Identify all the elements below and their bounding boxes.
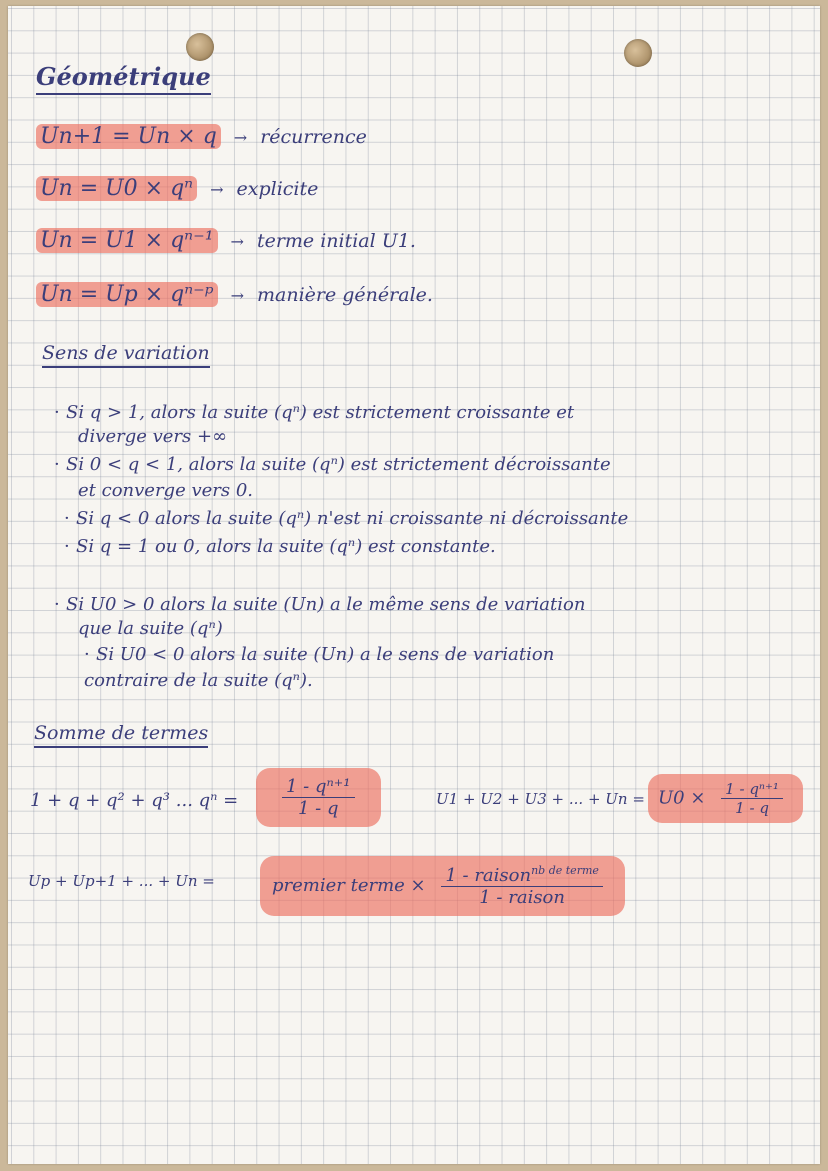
bullet: · [64, 508, 70, 529]
bullet: · [54, 594, 60, 615]
formula-expr: Un = Up × qⁿ⁻ᵖ [36, 282, 218, 307]
page-title: Géométrique [36, 62, 211, 95]
formula-explicite [36, 176, 318, 201]
fraction-denominator: 1 - q [298, 798, 339, 819]
somme-left-expr: 1 + q + q² + q³ ... qⁿ = [30, 790, 239, 811]
somme-right-expr: U1 + U2 + U3 + ... + Un = [436, 790, 645, 808]
sens-line-2: diverge vers +∞ [78, 426, 228, 447]
somme-right-result [648, 774, 803, 823]
section-heading-sens: Sens de variation [42, 342, 210, 368]
formula-expr: Un+1 = Un × q [36, 124, 221, 149]
sens-line-5: Si q < 0 alors la suite (qⁿ) n'est ni croissante ni décroissante [76, 508, 629, 529]
sens2-line-1: Si U0 > 0 alors la suite (Un) a le même sens de variation [66, 594, 586, 615]
somme-general-factor: premier terme × [272, 875, 426, 896]
sens2-line-2: que la suite (qⁿ) [78, 618, 223, 639]
formula-label: récurrence [260, 126, 367, 148]
formula-label: explicite [236, 178, 319, 200]
arrow-icon: → [210, 180, 224, 199]
formula-label: manière générale. [257, 284, 433, 306]
sens-line-1: Si q > 1, alors la suite (qⁿ) est strictement croissante et [66, 402, 575, 423]
punch-hole-right [624, 39, 652, 67]
formula-recurrence [36, 124, 367, 149]
fraction-denominator: 1 - q [735, 799, 769, 817]
fraction-numerator: 1 - qⁿ⁺¹ [282, 776, 355, 798]
bullet: · [54, 402, 60, 423]
punch-hole-left [186, 33, 214, 61]
somme-left-fraction [256, 768, 381, 827]
bullet: · [54, 454, 60, 475]
sens-line-3: Si 0 < q < 1, alors la suite (qⁿ) est strictement décroissante [66, 454, 611, 475]
formula-expr: Un = U0 × qⁿ [36, 176, 197, 201]
sens-line-6: Si q = 1 ou 0, alors la suite (qⁿ) est constante. [76, 536, 496, 557]
graph-paper-sheet [8, 6, 820, 1164]
bullet: · [84, 644, 90, 665]
formula-terme-initial [36, 228, 416, 253]
somme-general-expr: Up + Up+1 + ... + Un = [28, 872, 215, 890]
sens2-line-4: contraire de la suite (qⁿ). [84, 670, 313, 691]
arrow-icon: → [233, 128, 248, 147]
general-numerator-text: 1 - raison [445, 865, 532, 886]
somme-general-result [260, 856, 625, 916]
fraction-denominator: 1 - raison [479, 887, 565, 908]
sens2-line-3: Si U0 < 0 alors la suite (Un) a le sens de variation [96, 644, 555, 665]
section-heading-somme: Somme de termes [34, 722, 208, 748]
arrow-icon: → [230, 232, 244, 251]
formula-label: terme initial U1. [256, 230, 416, 252]
bullet: · [64, 536, 70, 557]
general-exponent: nb de terme [531, 864, 599, 877]
fraction-numerator [441, 864, 603, 887]
formula-generale [36, 282, 433, 307]
formula-expr: Un = U1 × qⁿ⁻¹ [36, 228, 218, 253]
fraction-numerator: 1 - qⁿ⁺¹ [721, 780, 783, 799]
somme-right-factor: U0 × [658, 787, 706, 809]
arrow-icon: → [230, 286, 244, 305]
sens-line-4: et converge vers 0. [78, 480, 253, 501]
